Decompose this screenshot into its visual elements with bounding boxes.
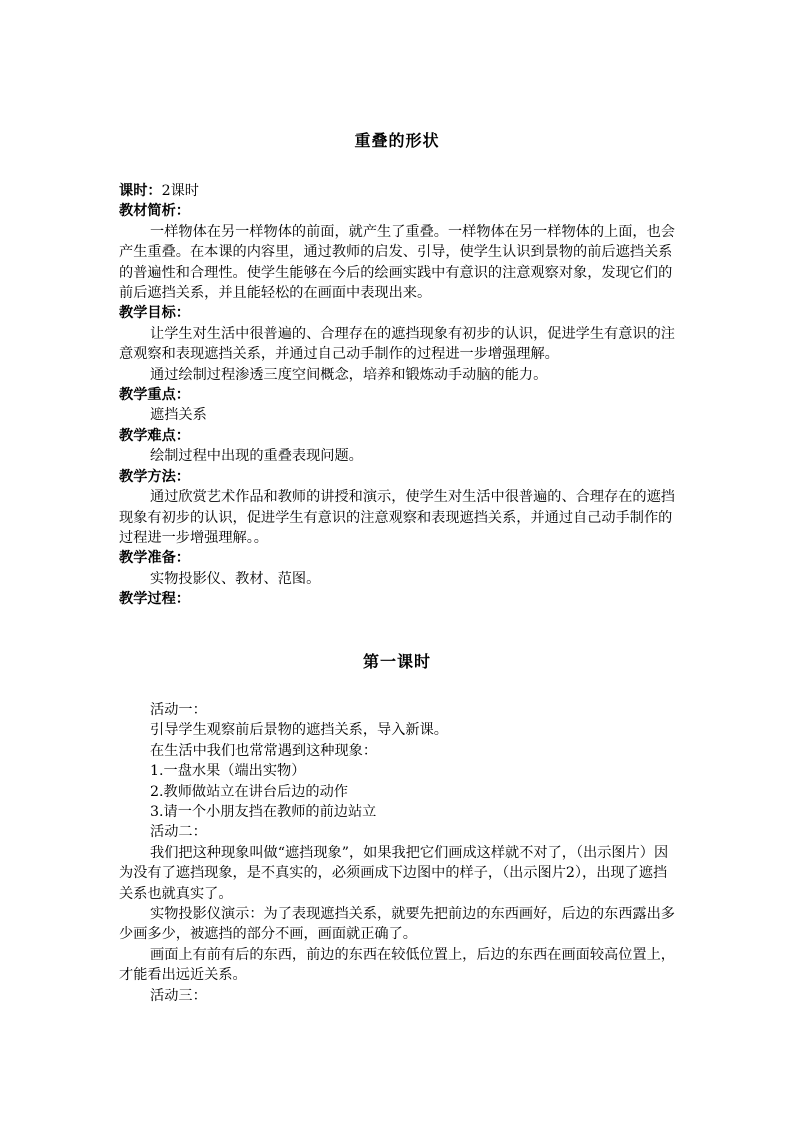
difficulty-heading: 教学难点： [119, 427, 190, 444]
class-hours-line [119, 181, 679, 201]
lesson1-line-2: 在生活中我们也常常遇到这种现象： [150, 742, 378, 759]
analysis-text: 一样物体在另一样物体的前面，就产生了重叠。一样物体在另一样物体的上面，也会产生重叠。在本课的内容里，通过教师的启发、引导，使学生认识到景物的前后遮挡关系的普遍性和合理性。使学生能够在今后的绘画实践中有意识的注意观察对象，发现它们的前后遮挡关系，并且能轻松的在画面中表现出来。 [119, 223, 675, 302]
activity2-label: 活动二： [150, 824, 207, 841]
prep-text: 实物投影仪、教材、范图。 [150, 570, 321, 587]
goals-paragraph-2: 通过绘制过程渗透三度空间概念，培养和锻炼动手动脑的能力。 [150, 366, 548, 383]
key-point-heading: 教学重点： [119, 387, 190, 404]
lesson1-title: 第一课时 [362, 652, 431, 671]
key-point-text: 遮挡关系 [150, 407, 207, 424]
lesson1-line-1: 引导学生观察前后景物的遮挡关系，导入新课。 [150, 722, 448, 739]
class-hours-value: 2课时 [161, 183, 199, 199]
document-title: 重叠的形状 [354, 131, 440, 150]
class-hours-label: 课时： [119, 183, 162, 199]
activity2-paragraph-1: 我们把这种现象叫做“遮挡现象”，如果我把它们画成这样就不对了，（出示图片）因为没有了遮挡现象，是不真实的，必须画成下边图中的样子，（出示图片2），出现了遮挡关系也就真实了。 [119, 844, 669, 902]
method-heading: 教学方法： [119, 468, 190, 485]
activity3-label: 活动三： [150, 987, 207, 1004]
activity2-paragraph-2: 实物投影仪演示：为了表现遮挡关系，就要先把前边的东西画好，后边的东西露出多少画多少，被遮挡的部分不画，画面就正确了。 [119, 906, 675, 943]
difficulty-text: 绘制过程中出现的重叠表现问题。 [150, 448, 363, 465]
goals-heading: 教学目标： [119, 305, 190, 322]
lesson1-line-4: 2.教师做站立在讲台后边的动作 [150, 783, 348, 800]
upper-section [119, 181, 679, 610]
lesson1-line-3: 1.一盘水果（端出实物） [150, 763, 306, 780]
method-text: 通过欣赏艺术作品和教师的讲授和演示，使学生对生活中很普遍的、合理存在的遮挡现象有初步的认识，促进学生有意识的注意观察和表现遮挡关系，并通过自己动手制作的过程进一步增强理解。。 [119, 489, 675, 546]
lesson1-section [119, 700, 679, 1006]
process-heading: 教学过程： [119, 591, 190, 608]
analysis-heading: 教材简析： [119, 203, 190, 220]
lesson1-line-5: 3.请一个小朋友挡在教师的前边站立 [150, 804, 377, 821]
activity1-label: 活动一： [150, 702, 207, 718]
prep-heading: 教学准备： [119, 550, 190, 567]
goals-paragraph-1: 让学生对生活中很普遍的、合理存在的遮挡现象有初步的认识，促进学生有意识的注意观察和表现遮挡关系，并通过自己动手制作的过程进一步增强理解。 [119, 325, 675, 363]
activity2-paragraph-3: 画面上有前有后的东西，前边的东西在较低位置上，后边的东西在画面较高位置上，才能看出远近关系。 [119, 946, 675, 984]
